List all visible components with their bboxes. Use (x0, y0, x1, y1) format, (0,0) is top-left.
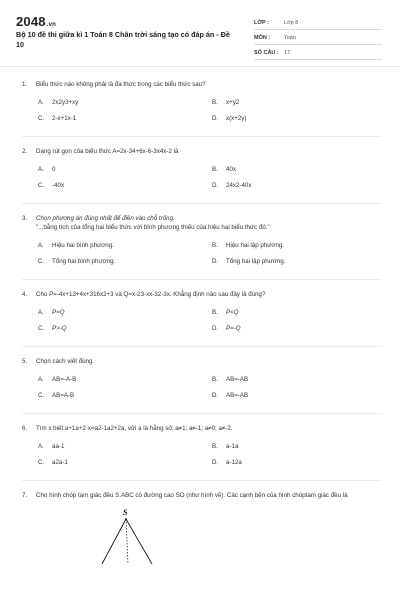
option-d[interactable] (212, 325, 382, 332)
option-letter: B. (212, 242, 218, 249)
option-b[interactable] (212, 99, 382, 106)
option-b[interactable] (212, 242, 382, 249)
question-list (0, 80, 400, 593)
option-letter: A. (38, 443, 44, 450)
option-d[interactable] (212, 258, 382, 265)
option-letter: D. (212, 115, 219, 122)
pyramid-figure (96, 504, 382, 569)
option-text: 24x2-40x (226, 182, 252, 189)
question-body: Cho P=-4x+13+4x+316x2+3 và Q=x-23-xx-32-3x. Khẳng định nào sau đây là đúng? (36, 291, 266, 298)
option-text: AB=-AB (226, 376, 249, 383)
option-b[interactable] (212, 443, 382, 450)
option-letter: A. (38, 242, 44, 249)
document-meta (254, 16, 382, 61)
option-d[interactable] (212, 392, 382, 399)
question-5 (22, 357, 382, 414)
question-body: Cho hình chóp tam giác đều S.ABC có đường cao SO (như hình vẽ). Các cạnh bên của hình chóptam giác đều là (36, 492, 348, 499)
option-text: P>-Q (52, 325, 67, 332)
meta-label: SỐ CÂU : (254, 49, 279, 56)
document-title: Bộ 10 đề thi giữa kì 1 Toán 8 Chân trời sáng tạo có đáp án - Đề 10 (16, 30, 230, 49)
meta-label: MÔN : (254, 34, 271, 41)
option-letter: D. (212, 325, 219, 332)
header-divider (0, 66, 400, 67)
option-letter: C. (38, 258, 45, 265)
options (38, 309, 382, 332)
option-letter: D. (212, 459, 219, 466)
options (38, 166, 382, 189)
question-body: Biểu thức nào không phải là đa thức trong các biểu thức sau? (36, 81, 206, 88)
header (0, 0, 400, 64)
option-text: x+y2 (226, 99, 240, 106)
question-body: Chọn cách viết đúng. (36, 358, 95, 365)
logo-main: 2048 (16, 14, 46, 29)
option-c[interactable] (38, 392, 212, 399)
option-letter: C. (38, 325, 45, 332)
question-text (22, 491, 382, 500)
option-letter: A. (38, 99, 44, 106)
option-text: 2-x+1x-1 (52, 115, 77, 122)
options (38, 99, 382, 122)
question-body (36, 214, 382, 232)
option-text: AB=-AB (226, 392, 249, 399)
pyramid-diagram (96, 504, 176, 564)
option-c[interactable] (38, 258, 212, 265)
option-text: P=Q (52, 309, 65, 316)
question-number: 5. (22, 358, 28, 365)
option-letter: B. (212, 99, 218, 106)
meta-row-count (254, 46, 382, 60)
option-c[interactable] (38, 325, 212, 332)
option-letter: C. (38, 182, 45, 189)
option-b[interactable] (212, 166, 382, 173)
question-6 (22, 424, 382, 481)
option-text: a2a-1 (52, 459, 68, 466)
meta-value: 17 (284, 49, 291, 56)
meta-value: Lớp 8 (284, 19, 299, 26)
options (38, 443, 382, 466)
option-text: a-1a (226, 443, 239, 450)
option-text: 2x2y3+xy (52, 99, 79, 106)
option-letter: C. (38, 115, 45, 122)
option-letter: B. (212, 443, 218, 450)
vertex-label-s: S (123, 508, 128, 517)
option-letter: C. (38, 459, 45, 466)
question-text (22, 290, 382, 299)
site-logo[interactable] (16, 14, 56, 29)
option-text: 40x (226, 166, 236, 173)
option-a[interactable] (38, 376, 212, 383)
option-d[interactable] (212, 459, 382, 466)
meta-row-class (254, 16, 382, 30)
meta-row-subject (254, 31, 382, 45)
option-b[interactable] (212, 376, 382, 383)
option-text: Tổng hai lập phương. (226, 258, 286, 265)
option-text: Hiệu hai bình phương. (52, 242, 114, 249)
option-text: Tổng hai bình phương. (52, 258, 116, 265)
option-b[interactable] (212, 309, 382, 316)
question-number: 3. (22, 215, 28, 222)
option-letter: A. (38, 376, 44, 383)
question-number: 7. (22, 492, 28, 499)
meta-value: Toán (284, 34, 296, 41)
option-text: x(x+2y) (226, 115, 247, 122)
question-text (22, 357, 382, 366)
meta-label: LỚP : (254, 19, 269, 26)
edge-sa (102, 519, 126, 564)
option-a[interactable] (38, 443, 212, 450)
question-body: Tìm x biết a+1a+2·x=a2-1a2+2a, với a là hằng số; a≠1; a≠-1; a≠0; a≠-2. (36, 425, 233, 432)
question-7 (22, 491, 382, 583)
question-text (22, 147, 382, 156)
option-a[interactable] (38, 309, 212, 316)
option-letter: D. (212, 182, 219, 189)
question-number: 2. (22, 148, 28, 155)
option-c[interactable] (38, 115, 212, 122)
question-text (22, 80, 382, 89)
question-text (22, 424, 382, 433)
option-letter: B. (212, 376, 218, 383)
option-text: 0 (52, 166, 56, 173)
question-instruction: Chọn phương án đúng nhất để điền vào chỗ trống. (36, 215, 175, 222)
option-c[interactable] (38, 459, 212, 466)
option-letter: D. (212, 258, 219, 265)
option-a[interactable] (38, 166, 212, 173)
question-number: 4. (22, 291, 28, 298)
logo-sub: .vn (46, 22, 57, 28)
question-number: 1. (22, 81, 28, 88)
option-d[interactable] (212, 115, 382, 122)
option-text: -40x (52, 182, 65, 189)
options (38, 242, 382, 265)
question-number: 6. (22, 425, 28, 432)
option-letter: A. (38, 309, 44, 316)
option-letter: D. (212, 392, 219, 399)
option-text: a-12a (226, 459, 242, 466)
question-3 (22, 214, 382, 280)
option-a[interactable] (38, 99, 212, 106)
option-text: P=-Q (226, 325, 241, 332)
height-so (126, 519, 128, 564)
option-text: AB=A-B (52, 392, 75, 399)
option-text: AB=-A-B (52, 376, 77, 383)
option-d[interactable] (212, 182, 382, 189)
options (38, 376, 382, 399)
option-text: aa-1 (52, 443, 65, 450)
question-4 (22, 290, 382, 347)
option-letter: C. (38, 392, 45, 399)
option-text: Hiệu hai lập phương. (226, 242, 285, 249)
question-1 (22, 80, 382, 137)
option-letter: B. (212, 309, 218, 316)
option-text: P<Q (226, 309, 239, 316)
option-letter: B. (212, 166, 218, 173)
option-a[interactable] (38, 242, 212, 249)
question-2 (22, 147, 382, 204)
question-text (22, 214, 382, 232)
question-body: Dạng rút gọn của biểu thức A=2x-34+6x-6-3x4x-2 là (36, 148, 179, 155)
edge-sb (126, 519, 152, 564)
option-c[interactable] (38, 182, 212, 189)
option-letter: A. (38, 166, 44, 173)
question-statement: "...bằng tích của tổng hai biểu thức với bình phương thiếu của hiệu hai biểu thức đó." (36, 224, 270, 231)
